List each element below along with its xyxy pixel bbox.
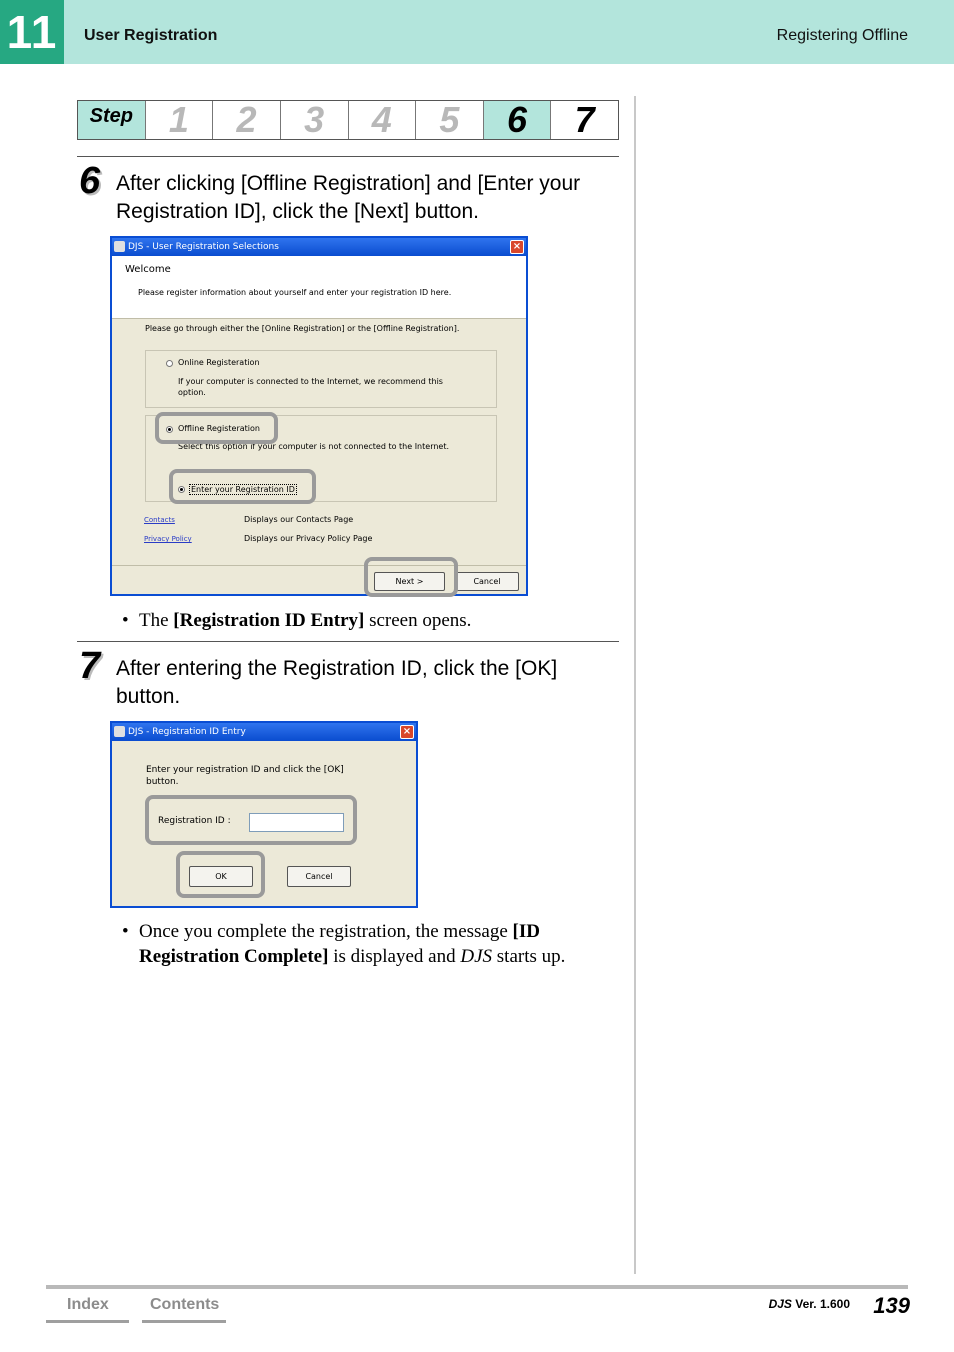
separator <box>112 565 526 566</box>
step-2: 2 <box>212 101 280 139</box>
privacy-desc: Displays our Privacy Policy Page <box>244 534 373 543</box>
prompt-text: Please go through either the [Online Registration] or the [Offline Registration]. <box>145 324 460 333</box>
offline-desc: Select this option if your computer is not connected to the Internet. <box>178 442 450 451</box>
bullet-bold: [Registration ID Entry] <box>173 610 365 631</box>
chapter-number: 11 <box>0 0 64 64</box>
contacts-link[interactable]: Contacts <box>144 516 175 524</box>
highlight-ok <box>176 851 265 898</box>
section-title: Registering Offline <box>776 27 908 44</box>
column-divider <box>634 96 636 1274</box>
online-desc: If your computer is connected to the Internet, we recommend this <box>178 377 443 386</box>
enter-id-label: Enter your Registration ID <box>191 485 295 494</box>
page-header <box>0 0 954 64</box>
online-desc-2: option. <box>178 388 206 397</box>
bullet-dot: • <box>122 921 129 942</box>
next-button[interactable]: Next > <box>374 572 445 591</box>
bullet-bold: [ID Registration Complete] <box>139 921 540 967</box>
cancel-button[interactable]: Cancel <box>455 572 519 591</box>
dialog-title: DJS - Registration ID Entry <box>128 727 246 737</box>
cancel-button[interactable]: Cancel <box>287 866 351 887</box>
step-5: 5 <box>415 101 483 139</box>
app-icon <box>114 241 125 252</box>
separator <box>112 318 526 319</box>
step-number: 6 <box>79 160 101 202</box>
step7-bullet <box>122 919 612 969</box>
divider <box>77 641 619 642</box>
bullet-text: is displayed and <box>328 946 461 967</box>
footer-rule <box>46 1285 908 1289</box>
step-6: 6 <box>483 101 551 139</box>
step-label: Step <box>78 101 145 139</box>
bullet-text: Once you complete the registration, the message <box>139 921 513 942</box>
step-4: 4 <box>348 101 416 139</box>
entry-message: Enter your registration ID and click the [OK] <box>146 765 344 775</box>
registration-id-label: Registration ID : <box>158 816 231 826</box>
chapter-title: User Registration <box>84 27 218 44</box>
bullet-italic: DJS <box>460 946 493 967</box>
app-icon <box>114 726 125 737</box>
highlight-enter-id <box>169 469 316 504</box>
contents-link[interactable]: Contents <box>150 1296 220 1313</box>
bullet-text: screen opens. <box>364 610 472 631</box>
bullet-text: starts up. <box>492 946 566 967</box>
step-number: 7 <box>79 645 101 687</box>
online-radio[interactable] <box>166 360 173 367</box>
contents-underline <box>142 1320 226 1323</box>
offline-label: Offline Registeration <box>178 424 260 433</box>
dialog-banner <box>112 256 526 318</box>
dialog-title: DJS - User Registration Selections <box>128 242 279 252</box>
version-app: DJS <box>768 1297 792 1311</box>
version-text: Ver. 1.600 <box>791 1297 850 1311</box>
index-underline <box>46 1320 129 1323</box>
index-link[interactable]: Index <box>67 1296 109 1313</box>
divider <box>77 156 619 157</box>
step-1: 1 <box>145 101 213 139</box>
step-3: 3 <box>280 101 348 139</box>
contacts-desc: Displays our Contacts Page <box>244 515 354 524</box>
intro-text: Please register information about yourself and enter your registration ID here. <box>138 288 452 297</box>
highlight-id-field <box>145 795 357 845</box>
welcome-heading: Welcome <box>125 264 171 275</box>
step6-bullet <box>122 608 612 633</box>
entry-message-2: button. <box>146 777 179 787</box>
close-icon[interactable]: × <box>400 725 414 739</box>
privacy-link[interactable]: Privacy Policy <box>144 535 192 543</box>
ok-button[interactable]: OK <box>189 866 253 887</box>
highlight-next <box>364 557 458 597</box>
page-number: 139 <box>873 1293 910 1318</box>
step-7: 7 <box>550 101 618 139</box>
bullet-dot: • <box>122 610 129 631</box>
dialog-titlebar <box>112 723 416 741</box>
dialog-titlebar <box>112 238 526 256</box>
version-label <box>769 1297 850 1311</box>
step-instruction: After clicking [Offline Registration] and [Enter your Registration ID], click the [Next] button. <box>116 172 581 223</box>
bullet-text: The <box>139 610 174 631</box>
step-instruction: After entering the Registration ID, click the [OK] button. <box>116 657 558 708</box>
step-indicator <box>77 100 619 140</box>
online-label: Online Registeration <box>178 358 260 367</box>
highlight-offline <box>155 412 278 444</box>
close-icon[interactable]: × <box>510 240 524 254</box>
